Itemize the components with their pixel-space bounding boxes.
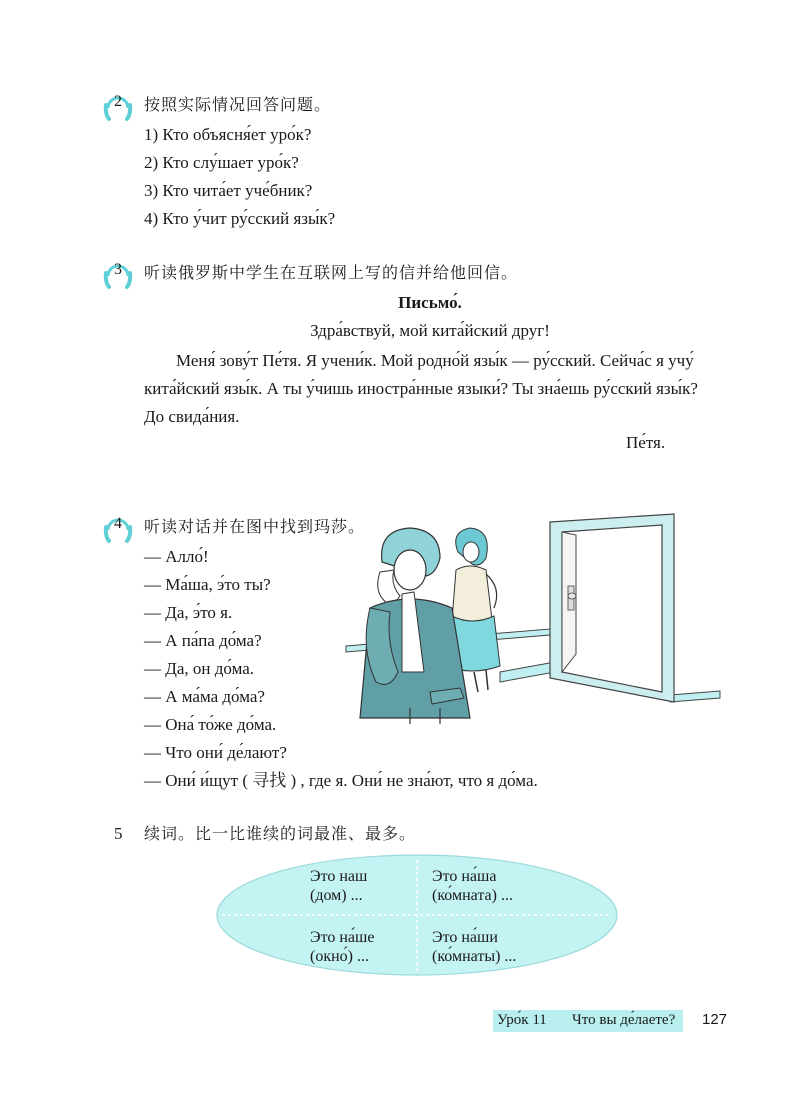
page-number: 127: [702, 1011, 728, 1028]
dialogue-line-5: — Да, он до́ма.: [144, 659, 255, 678]
letter-line-3: До свида́ния.: [144, 407, 240, 426]
question-3: 3) Кто чита́ет уче́бник?: [144, 181, 313, 200]
cell-line: (ко́мната) ...: [432, 887, 513, 904]
letter-signature: Пе́тя.: [626, 433, 666, 452]
dialogue-line-1: — Алло́!: [144, 547, 209, 566]
headphones-icon: [103, 510, 133, 544]
exercise-4-instruction: 听读对话并在图中找到玛莎。: [144, 517, 366, 536]
headphones-icon: [103, 256, 133, 290]
exercise-3-instruction: 听读俄罗斯中学生在互联网上写的信并给他回信。: [144, 263, 519, 282]
cell-line: (ко́мнаты) ...: [432, 948, 517, 965]
question-1: 1) Кто объясня́ет уро́к?: [144, 125, 312, 144]
cell-line: Это на́ша: [432, 868, 497, 885]
letter-title: Письмо́.: [398, 293, 462, 312]
cell-line: (дом) ...: [310, 887, 363, 904]
dialogue-line-6: — А ма́ма до́ма?: [144, 687, 265, 706]
dialogue-line-7: — Она́ то́же до́ма.: [144, 715, 277, 734]
cell-line: (окно́) ...: [310, 948, 369, 965]
word-ellipse: [212, 850, 622, 980]
cell-line: Это на́ше: [310, 929, 375, 946]
question-4: 4) Кто у́чит ру́сский язы́к?: [144, 209, 336, 228]
headphones-icon: [103, 88, 133, 122]
dialogue-line-2: — Ма́ша, э́то ты?: [144, 575, 271, 594]
exercise-5-number: 5: [114, 824, 123, 843]
ellipse-cell-4: [432, 928, 516, 966]
exercise-number: 3: [114, 261, 122, 278]
footer-lesson-title: Что вы де́лаете?: [572, 1012, 676, 1028]
dialogue-line-4: — А па́па до́ма?: [144, 631, 262, 650]
question-2: 2) Кто слу́шает уро́к?: [144, 153, 299, 172]
exercise-number: 2: [114, 93, 122, 110]
ellipse-cell-2: [432, 867, 513, 905]
footer-lesson: Уро́к 11: [497, 1012, 547, 1028]
cell-line: Это наш: [310, 868, 368, 885]
dialogue-line-9: — Они́ и́щут ( 寻找 ) , где я. Они́ не зна́ют, что я до́ма.: [144, 771, 538, 790]
man-figure: [360, 528, 470, 724]
family-illustration: [340, 512, 725, 724]
ellipse-cell-1: [310, 867, 367, 905]
exercise-number: 4: [114, 515, 122, 532]
door: [550, 514, 674, 702]
letter-line-2: кита́йский язы́к. А ты у́чишь иностра́нные языки́? Ты зна́ешь ру́сский язы́к?: [144, 379, 698, 398]
ellipse-cell-3: [310, 928, 374, 966]
dialogue-line-3: — Да, э́то я.: [144, 603, 233, 622]
exercise-5-instruction: 续词。比一比谁续的词最准、最多。: [144, 824, 417, 843]
letter-line-1: Меня́ зову́т Пе́тя. Я учени́к. Мой родно́й язы́к — ру́сский. Сейча́с я учу́: [176, 351, 694, 370]
exercise-2-instruction: 按照实际情况回答问题。: [144, 95, 332, 114]
letter-greeting: Здра́вствуй, мой кита́йский друг!: [310, 321, 550, 340]
cell-line: Это на́ши: [432, 929, 498, 946]
dialogue-line-8: — Что они́ де́лают?: [144, 743, 287, 762]
